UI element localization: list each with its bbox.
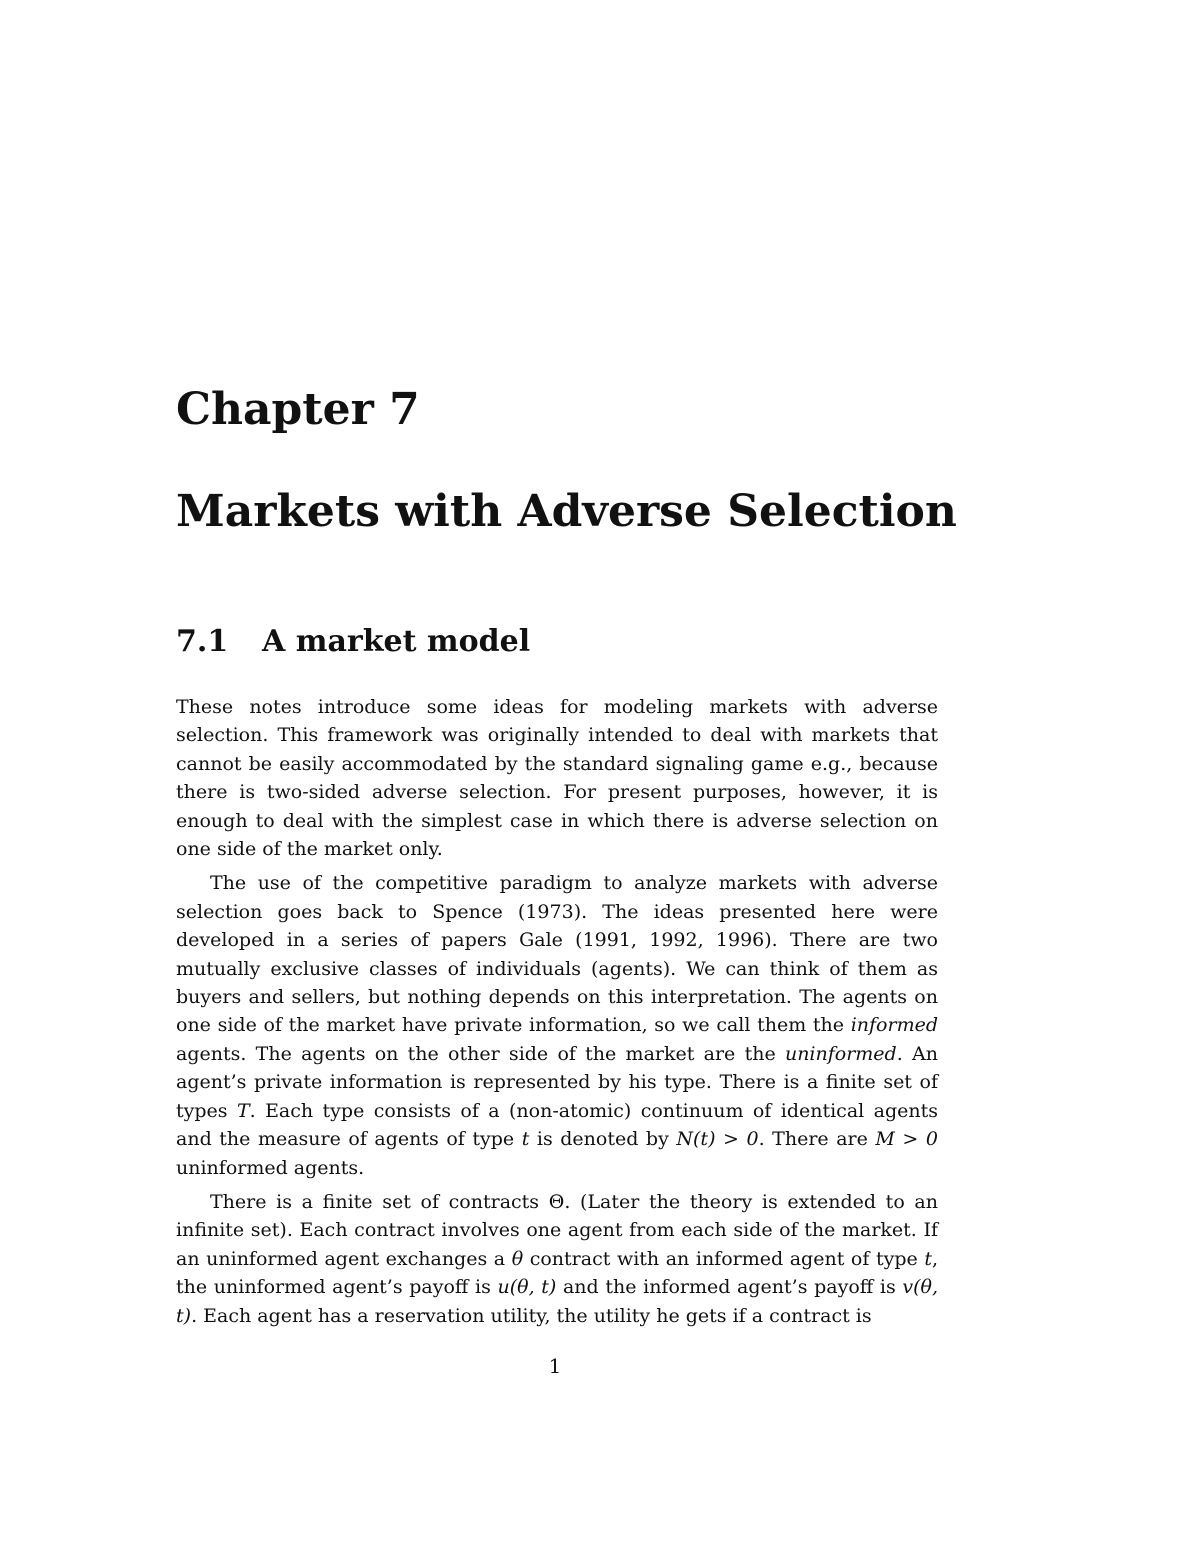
chapter-title: Markets with Adverse Selection: [176, 486, 957, 537]
math-contracts-set: Θ: [548, 1190, 565, 1213]
paragraph-3: [176, 1188, 938, 1330]
paragraph-2-text: agents. The agents on the other side of the market are the: [176, 1042, 785, 1065]
paragraph-3-text: There is a finite set of contracts: [210, 1190, 549, 1213]
paragraph-3-text: . Each agent has a reservation utility, the utility he gets if a contract is: [191, 1304, 872, 1327]
paragraph-3-text: , the uninformed agent’s payoff is: [176, 1247, 938, 1299]
paragraph-2: [176, 869, 938, 1181]
paragraph-2-text: The use of the competitive paradigm to analyze markets with adverse selection goes back to Spence (1973). The ideas presented here were developed in a series of papers Gale (1991, 1992, 1996). There are two mutually exclusive classes of individuals (agents). We can think of them as buyers and sellers, but nothing depends on this interpretation. The agents on one side of the market have private information, so we call them the: [176, 872, 938, 1037]
section-title: A market model: [262, 624, 531, 659]
math-informed-payoff: v(θ, t): [176, 1276, 938, 1327]
paragraph-2-text: . There are: [758, 1128, 876, 1151]
math-uninformed-count: M > 0: [875, 1128, 938, 1151]
math-types-set: T: [236, 1099, 250, 1122]
term-uninformed: uninformed: [784, 1042, 897, 1065]
math-measure-expression: N(t) > 0: [676, 1128, 759, 1151]
paragraph-1: These notes introduce some ideas for modeling markets with adverse selection. This framework was originally intended to deal with markets that cannot be easily accommodated by the standard signaling game e.g., because there is two-sided adverse selection. For present purposes, however, it is enough to deal with the simplest case in which there is adverse selection on one side of the market only.: [176, 696, 938, 861]
paragraph-2-text: . Each type consists of a (non-atomic) continuum of identical agents and the measure of agents of type: [176, 1099, 938, 1151]
math-type-variable: t: [521, 1128, 530, 1151]
section-heading: [176, 622, 530, 662]
body-text: [176, 693, 938, 1330]
paragraph-2-text: . An agent’s private information is represented by his type. There is a finite set of types: [176, 1042, 938, 1122]
term-informed: informed: [850, 1014, 938, 1037]
math-contract-variable: θ: [511, 1247, 524, 1270]
chapter-label: Chapter 7: [176, 384, 420, 435]
paragraph-3-text: . (Later the theory is extended to an infinite set). Each contract involves one agent from each side of the market. If an uninformed agent exchanges a: [176, 1190, 939, 1270]
paragraph-2-text: uninformed agents.: [176, 1156, 365, 1179]
section-number: 7.1: [176, 624, 229, 659]
paragraph-3-text: and the informed agent’s payoff is: [556, 1276, 903, 1299]
paragraph-3-text: contract with an informed agent of type: [523, 1247, 925, 1270]
math-uninformed-payoff: u(θ, t): [497, 1276, 557, 1299]
math-type-variable: t: [924, 1247, 932, 1270]
paragraph-2-text: is denoted by: [529, 1128, 677, 1151]
page-number: 1: [548, 1354, 562, 1378]
